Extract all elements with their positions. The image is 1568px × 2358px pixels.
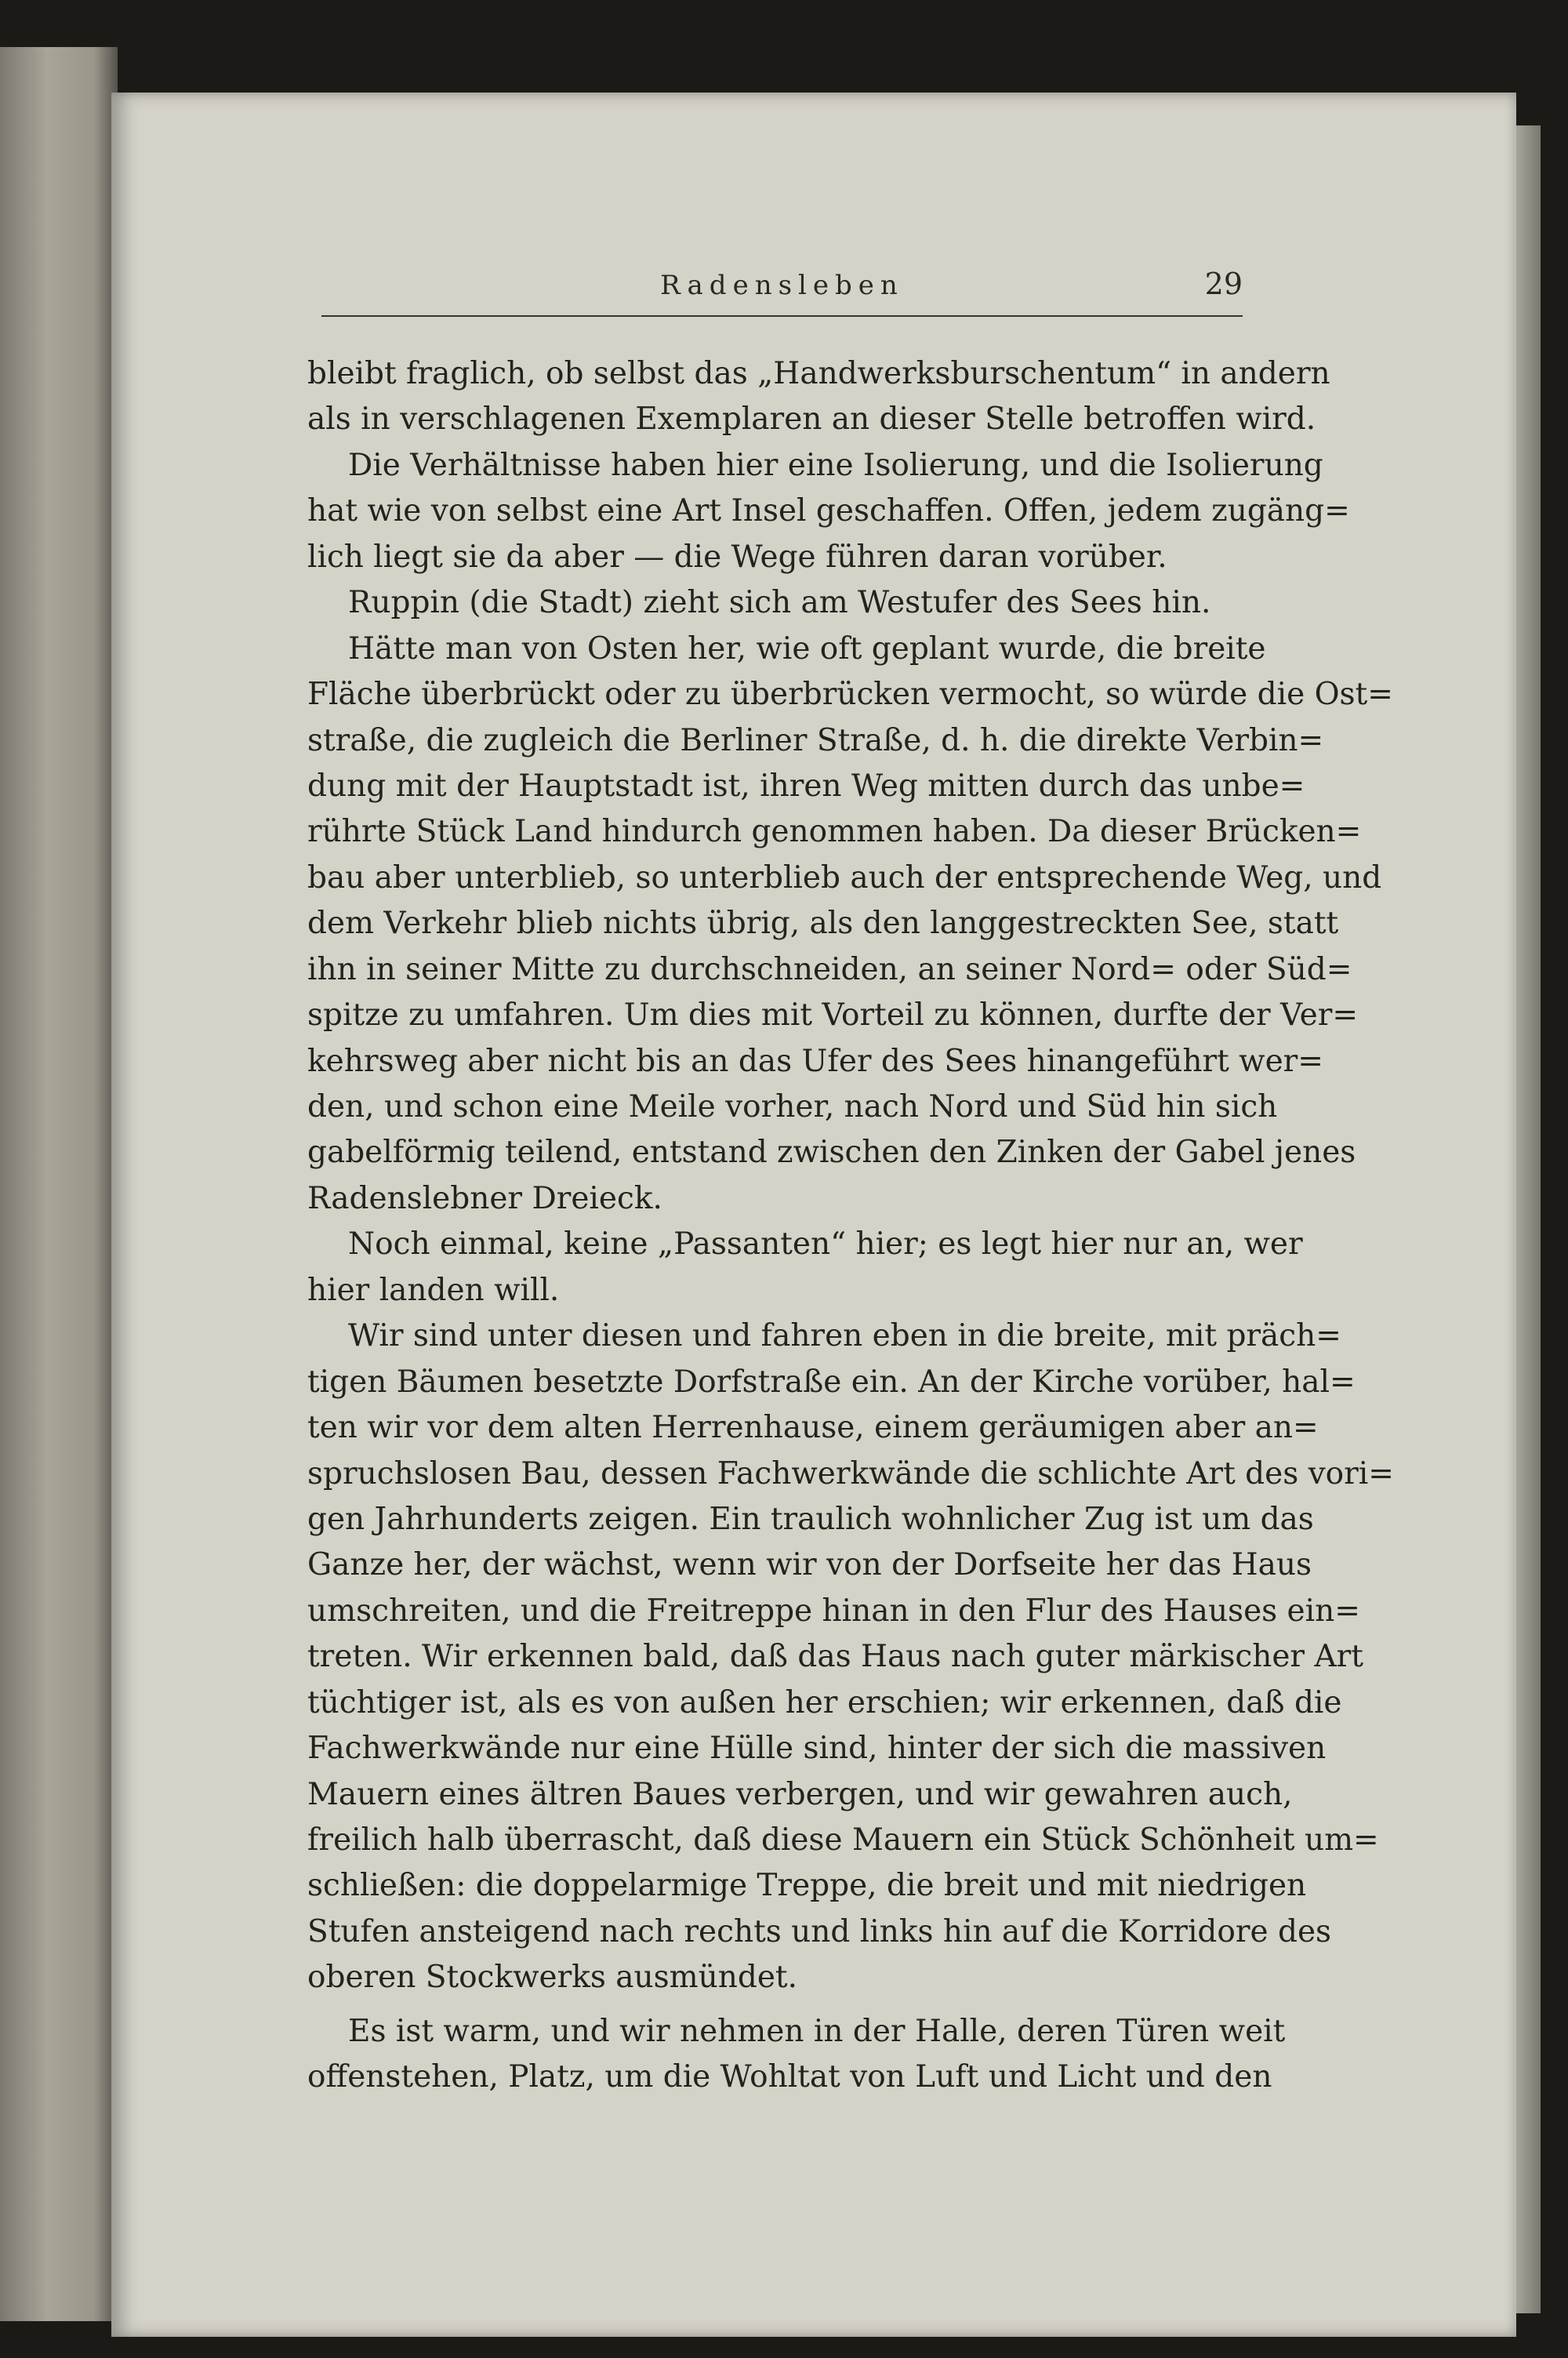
text-line: schließen: die doppelarmige Treppe, die breit und mit niedrigen	[307, 1868, 1307, 1904]
text-line: gen Jahrhunderts zeigen. Ein traulich wohnlicher Zug ist um das	[307, 1501, 1314, 1537]
text-line: dung mit der Hauptstadt ist, ihren Weg mitten durch das unbe=	[307, 768, 1305, 804]
text-line: lich liegt sie da aber — die Wege führen daran vorüber.	[307, 539, 1167, 575]
text-line: Ruppin (die Stadt) zieht sich am Westufer des Sees hin.	[348, 585, 1211, 621]
text-line: Fläche überbrückt oder zu überbrücken vermocht, so würde die Ost=	[307, 677, 1393, 713]
text-line: Stufen ansteigend nach rechts und links hin auf die Korridore des	[307, 1913, 1332, 1949]
text-line: straße, die zugleich die Berliner Straße, d. h. die direkte Verbin=	[307, 722, 1324, 758]
text-line: dem Verkehr blieb nichts übrig, als den langgestreckten See, statt	[307, 906, 1339, 942]
text-line: ihn in seiner Mitte zu durchschneiden, an seiner Nord= oder Süd=	[307, 951, 1352, 987]
text-line: Es ist warm, und wir nehmen in der Halle, deren Türen weit	[348, 2013, 1286, 2049]
text-line: offenstehen, Platz, um die Wohltat von Luft und Licht und den	[307, 2059, 1272, 2095]
text-line: Wir sind unter diesen und fahren eben in die breite, mit präch=	[348, 1318, 1341, 1354]
text-line: gabelförmig teilend, entstand zwischen den Zinken der Gabel jenes	[307, 1135, 1356, 1171]
running-head-title: Radensleben	[660, 270, 904, 301]
text-line: hat wie von selbst eine Art Insel geschaffen. Offen, jedem zugäng=	[307, 493, 1350, 529]
text-line: bleibt fraglich, ob selbst das „Handwerksburschentum“ in andern	[307, 356, 1330, 391]
text-line: Noch einmal, keine „Passanten“ hier; es legt hier nur an, wer	[348, 1226, 1303, 1263]
text-line: Radenslebner Dreieck.	[307, 1180, 662, 1216]
text-line: Mauern eines ältren Baues verbergen, und wir gewahren auch,	[307, 1776, 1293, 1812]
text-line: den, und schon eine Meile vorher, nach Nord und Süd hin sich	[307, 1089, 1278, 1125]
text-line: Die Verhältnisse haben hier eine Isolierung, und die Isolierung	[348, 447, 1323, 483]
text-line: Hätte man von Osten her, wie oft geplant wurde, die breite	[348, 630, 1266, 667]
text-line: Ganze her, der wächst, wenn wir von der Dorfseite her das Haus	[307, 1547, 1312, 1583]
text-line: bau aber unterblieb, so unterblieb auch der entsprechende Weg, und	[307, 859, 1382, 896]
body-text	[307, 351, 1394, 2101]
text-line: tüchtiger ist, als es von außen her erschien; wir erkennen, daß die	[307, 1684, 1342, 1720]
left-page-edge	[0, 47, 118, 2321]
running-head	[321, 265, 1243, 317]
text-line: umschreiten, und die Freitreppe hinan in den Flur des Hauses ein=	[307, 1593, 1360, 1629]
text-line: hier landen will.	[307, 1272, 560, 1308]
text-line: Fachwerkwände nur eine Hülle sind, hinter der sich die massiven	[307, 1731, 1327, 1767]
text-line: treten. Wir erkennen bald, daß das Haus nach guter märkischer Art	[307, 1639, 1363, 1675]
text-line: als in verschlagenen Exemplaren an dieser Stelle betroffen wird.	[307, 401, 1316, 438]
text-line: rührte Stück Land hindurch genommen haben. Da dieser Brücken=	[307, 814, 1362, 850]
text-line: freilich halb überrascht, daß diese Mauern ein Stück Schönheit um=	[307, 1822, 1379, 1858]
text-line: tigen Bäumen besetzte Dorfstraße ein. An der Kirche vorüber, hal=	[307, 1364, 1356, 1400]
text-line: spruchslosen Bau, dessen Fachwerkwände die schlichte Art des vori=	[307, 1455, 1394, 1491]
text-line: oberen Stockwerks ausmündet.	[307, 1960, 797, 1996]
text-line: spitze zu umfahren. Um dies mit Vorteil zu können, durfte der Ver=	[307, 997, 1359, 1034]
page-number: 29	[1204, 267, 1243, 301]
text-line: kehrsweg aber nicht bis an das Ufer des Sees hinangeführt wer=	[307, 1043, 1323, 1079]
text-line: ten wir vor dem alten Herrenhause, einem geräumigen aber an=	[307, 1410, 1319, 1446]
